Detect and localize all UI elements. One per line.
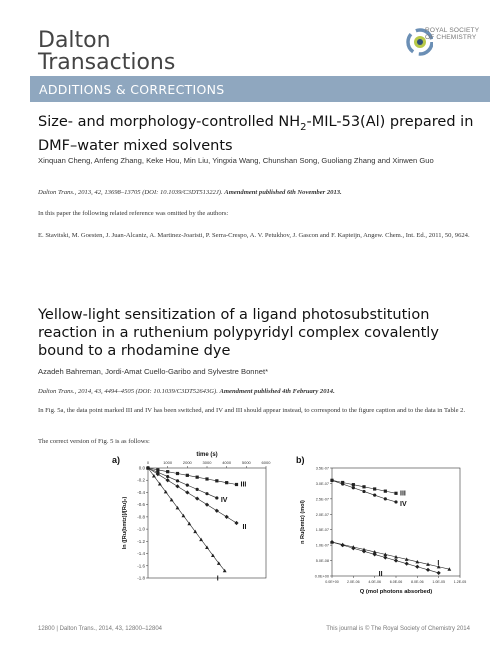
data-point <box>394 558 398 562</box>
data-point <box>384 490 387 493</box>
data-point <box>225 515 229 519</box>
article2-title: Yellow-light sensitization of a ligand photosubstitution reaction in a ruthenium polypyridyl complex covalently bound to a rhodamine dye <box>38 307 439 359</box>
article1-body1: In this paper the following related reference was omitted by the authors: <box>38 210 229 217</box>
article2-body2: The correct version of Fig. 5 is as follows: <box>38 438 150 445</box>
plot-frame <box>148 468 266 578</box>
data-point <box>362 485 365 488</box>
panel-label: b) <box>296 455 305 465</box>
y-tick-label: -0.4 <box>137 489 145 495</box>
y-tick-label: 2.5E-07 <box>315 497 329 502</box>
journal-title-line1: Dalton <box>38 28 111 53</box>
x-tick-label: 8.0E-06 <box>411 580 424 584</box>
x-tick-label: 5000 <box>241 460 251 465</box>
rsc-logo-icon <box>403 18 433 70</box>
data-point <box>437 571 441 575</box>
article1-authors: Xinquan Cheng, Anfeng Zhang, Keke Hou, Min Liu, Yingxia Wang, Chunshan Song, Guoliang Zhang and Xinwen Guo <box>38 156 434 165</box>
data-point <box>330 479 333 482</box>
series-label: I <box>437 560 440 568</box>
series-label: II <box>242 524 247 531</box>
article1-title-post: -MIL-53(Al) prepared in DMF–water mixed solvents <box>38 114 474 154</box>
y-tick-label: 5.0E-08 <box>315 559 329 564</box>
x-tick-label: 1.0E-05 <box>432 580 445 584</box>
data-point <box>186 484 189 487</box>
y-tick-label: -0.8 <box>137 514 145 520</box>
data-point <box>166 470 169 473</box>
article1-title-pre: Size- and morphology-controlled NH <box>38 114 301 130</box>
x-tick-label: 4.0E-06 <box>368 580 381 584</box>
y-tick-label: 1.5E-07 <box>315 528 329 533</box>
x-axis-title: time (s) <box>196 452 218 458</box>
y-tick-label: -1.4 <box>137 551 145 557</box>
y-axis-title: ln ([Ru(bmtz)]/[Ru]₀) <box>122 496 128 550</box>
data-point <box>215 496 218 499</box>
banner-label: ADDITIONS & CORRECTIONS <box>39 82 225 97</box>
data-point <box>195 496 199 500</box>
series-III <box>330 479 405 498</box>
y-tick-label: -1.8 <box>137 575 145 581</box>
data-point <box>176 479 179 482</box>
data-point <box>186 474 189 477</box>
x-tick-label: 4000 <box>222 460 232 465</box>
y-tick-label: 0.0E+00 <box>314 574 329 579</box>
series-line <box>332 542 449 569</box>
article1-body2: E. Stavitski, M. Goesten, J. Juan-Alcaniz, A. Martinez-Joaristi, P. Serra-Crespo, A. V. Petukhov, J. Gascon and F. Kapteijn, Angew. Chem., Int. Ed., 2011, 50, 9624. <box>38 232 470 239</box>
series-I <box>330 540 451 571</box>
series-I <box>146 466 227 583</box>
data-point <box>166 475 169 478</box>
data-point <box>205 492 208 495</box>
x-tick-label: 2.0E-06 <box>347 580 360 584</box>
article1-citation-text: Dalton Trans., 2013, 42, 13698–13705 (DOI: 10.1039/C3DT51322J). <box>38 189 223 196</box>
data-point <box>196 476 199 479</box>
data-point <box>205 503 209 507</box>
data-point <box>415 565 419 569</box>
article1-citation <box>38 189 342 196</box>
article2-body1: In Fig. 5a, the data point marked III and IV has been switched, and IV and III should appear instead, to correspond to the figure caption and to the data in Table 2. <box>38 407 466 414</box>
data-point <box>352 486 355 489</box>
data-point <box>383 555 387 559</box>
x-tick-label: 6.0E-06 <box>389 580 403 584</box>
x-tick-label: 3000 <box>202 460 212 465</box>
footer-left: 12800 | Dalton Trans., 2014, 43, 12800–12804 <box>38 626 162 632</box>
x-tick-label: 6000 <box>261 460 271 465</box>
y-tick-label: 3.0E-07 <box>315 481 329 486</box>
series-label: III <box>400 490 406 498</box>
section-banner <box>30 76 490 102</box>
data-point <box>384 497 387 500</box>
data-point <box>341 482 344 485</box>
panel-label: a) <box>112 455 121 465</box>
data-point <box>176 472 179 475</box>
article1-title <box>38 113 483 155</box>
data-point <box>394 492 397 495</box>
y-axis-title: n Ru(bmtz) (mol) <box>300 500 306 544</box>
logo-text-line2: OF CHEMISTRY <box>425 34 477 41</box>
series-label: II <box>378 570 383 578</box>
data-point <box>235 483 238 486</box>
y-tick-label: -1.0 <box>137 526 145 532</box>
data-point <box>185 490 189 494</box>
figure-5 <box>110 450 485 612</box>
series-label: III <box>240 481 247 489</box>
data-point <box>352 483 355 486</box>
data-point <box>234 521 238 525</box>
x-tick-label: 2000 <box>182 460 192 465</box>
y-tick-label: 3.5E-07 <box>315 466 329 471</box>
data-point <box>175 484 179 488</box>
y-tick-label: -0.6 <box>137 502 145 508</box>
y-tick-label: -0.2 <box>137 477 145 483</box>
y-tick-label: 2.0E-07 <box>315 512 329 517</box>
journal-title <box>38 30 175 74</box>
data-point <box>373 487 376 490</box>
data-point <box>362 490 365 493</box>
data-point <box>196 488 199 491</box>
data-point <box>166 478 170 482</box>
y-tick-label: -1.2 <box>137 538 145 544</box>
series-label: IV <box>400 500 407 508</box>
article2-citation <box>38 388 335 395</box>
data-point <box>373 494 376 497</box>
y-tick-label: 1.0E-07 <box>315 543 329 548</box>
figure-5b <box>296 455 466 595</box>
x-tick-label: 0.0E+00 <box>325 580 339 584</box>
footer-right: This journal is © The Royal Society of Chemistry 2014 <box>326 626 470 632</box>
x-tick-label: 1000 <box>163 460 173 465</box>
article2-authors: Azadeh Bahreman, Jordi-Amat Cuello-Garibo and Sylvestre Bonnet* <box>38 367 269 376</box>
data-point <box>225 481 228 484</box>
data-point <box>215 509 219 513</box>
rsc-logo <box>403 18 483 74</box>
data-point <box>426 568 430 572</box>
logo-text-line1: ROYAL SOCIETY <box>425 27 480 34</box>
x-tick-label: 1.2E-05 <box>453 580 467 584</box>
x-axis-title: Q (mol photons absorbed) <box>359 589 433 595</box>
data-point <box>205 477 208 480</box>
journal-title-line2: Transactions <box>38 50 176 75</box>
data-point <box>215 479 218 482</box>
article2-citation-text: Dalton Trans., 2014, 43, 4494–4505 (DOI: 10.1039/C3DT52643G). <box>38 388 218 395</box>
series-label: IV <box>220 496 228 504</box>
y-tick-label: -1.6 <box>137 563 145 569</box>
series-label: I <box>216 575 219 583</box>
data-point <box>394 500 397 503</box>
article2-amendment: Amendment published 4th February 2014. <box>219 388 335 395</box>
x-tick-label: 0 <box>146 460 150 465</box>
y-tick-label: 0.0 <box>138 465 145 471</box>
article1-amendment: Amendment published 6th November 2013. <box>224 189 342 196</box>
article1-title-sub: 2 <box>300 121 307 133</box>
data-point <box>405 562 409 566</box>
figure-5a <box>112 452 271 583</box>
